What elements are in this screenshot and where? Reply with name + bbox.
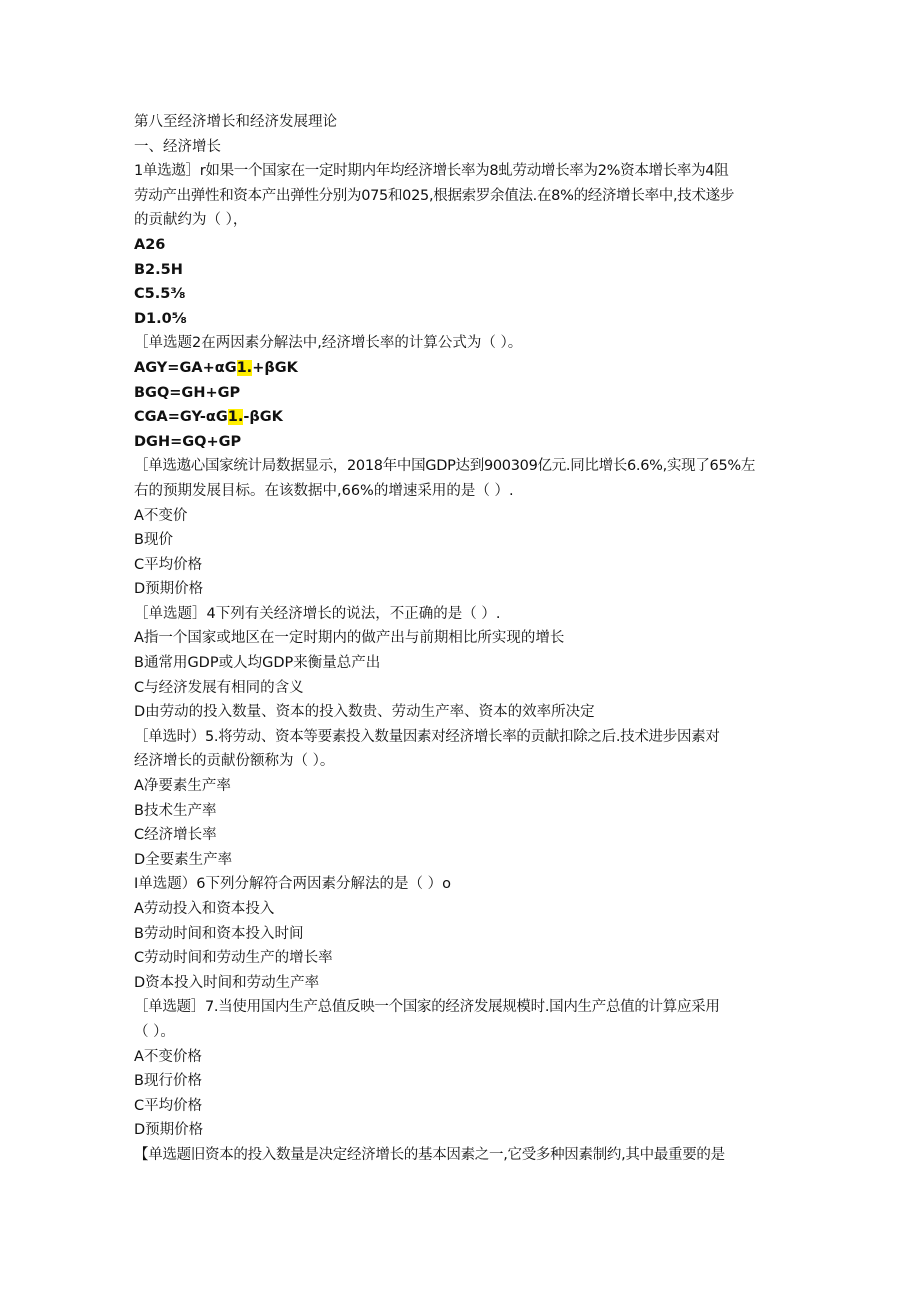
chapter-title: 第八至经济增长和经济发展理论 <box>134 114 337 130</box>
question-8-stem-line-1: 【单选题旧资本的投入数量是决定经济增长的基本因素之一,它受多种因素制约,其中最重要的是 <box>134 1146 725 1163</box>
question-2-stem-line-1: ［单选题2在两因素分解法中,经济增长率的计算公式为（ ）。 <box>134 335 523 352</box>
question-4-option-b: B通常用GDP或人均GDP来衡量总产出 <box>134 655 381 672</box>
question-3-option-a: A不变价 <box>134 507 188 524</box>
question-2-option-b <box>134 381 794 406</box>
question-2-option-c <box>134 405 794 430</box>
question-1-stem-line-2: 劳动产出弹性和资本产出弹性分别为075和025,根据索罗余值法.在8%的经济增长率中,技术遂步 <box>134 187 735 204</box>
formula-text: -βGK <box>243 409 283 426</box>
question-3-stem-line-1: ［单选遨心国家统计局数据显示，2018年中国GDP达到900309亿元.同比增长6.6%,实现了65%左 <box>134 458 756 475</box>
question-3-option-d: D预期价格 <box>134 581 204 598</box>
question-4-option-a: A指一个国家或地区在一定时期内的做产出与前期相比所实现的增长 <box>134 630 565 647</box>
highlighted-text: 1. <box>227 409 244 426</box>
question-7-stem-line-1: ［单选题］7.当使用国内生产总值反映一个国家的经济发展规模时.国内生产总值的计算应采用 <box>134 999 720 1016</box>
question-5-option-d: D全要素生产率 <box>134 851 233 868</box>
formula-text: DGH=GQ+GP <box>134 433 242 450</box>
question-3-option-b: B现价 <box>134 532 173 549</box>
question-7-option-a: A不变价格 <box>134 1048 202 1065</box>
question-4-option-c: C与经济发展有相同的含义 <box>134 679 304 696</box>
question-1-option-d: D1.0⅝ <box>134 310 187 327</box>
question-7-option-c: C平均价格 <box>134 1097 203 1114</box>
question-1-stem-line-1: 1单选遨］r如果一个国家在一定时期内年均经济增长率为8虬劳动增长率为2%资本增长率为4阻 <box>134 163 729 180</box>
question-6-stem-line-1: I单选题）6下列分解符合两因素分解法的是（ ）o <box>134 876 451 893</box>
question-1-option-a: A26 <box>134 236 166 253</box>
question-6-option-d: D资本投入时间和劳动生产率 <box>134 974 320 991</box>
question-6-option-a: A劳动投入和资本投入 <box>134 901 275 917</box>
section-title: 一、经济增长 <box>134 138 221 155</box>
question-3-stem-line-2: 右的预期发展目标。在该数据中,66%的增速采用的是（ ）. <box>134 482 514 499</box>
formula-text: +βGK <box>252 359 298 376</box>
question-4-stem-line-1: ［单选题］4下列有关经济增长的说法，不正确的是（ ）. <box>134 605 501 622</box>
question-7-option-d: D预期价格 <box>134 1122 204 1139</box>
question-3-option-c: C平均价格 <box>134 556 203 573</box>
question-7-option-b: B现行价格 <box>134 1073 202 1090</box>
formula-text: CGA=GY-αG <box>134 409 228 426</box>
formula-text: AGY=GA+αG <box>134 359 237 376</box>
question-5-option-a: A净要素生产率 <box>134 778 231 795</box>
question-5-stem-line-1: ［单选时）5.将劳动、资本等要素投入数量因素对经济增长率的贡献扣除之后.技术进步因素对 <box>134 728 720 745</box>
formula-text: BGQ=GH+GP <box>134 384 241 401</box>
question-2-option-a <box>134 356 794 381</box>
question-2-option-d <box>134 430 794 455</box>
question-5-stem-line-2: 经济增长的贡献份额称为（ ）。 <box>134 753 335 770</box>
question-1-option-c: C5.5⅜ <box>134 286 186 303</box>
question-4-option-d: D由劳动的投入数量、资本的投入数贵、劳动生产率、资本的效率所决定 <box>134 704 595 721</box>
highlighted-text: 1. <box>236 359 253 376</box>
question-5-option-c: C经济增长率 <box>134 827 217 844</box>
question-6-option-b: B劳动时间和资本投入时间 <box>134 925 304 942</box>
question-5-option-b: B技术生产率 <box>134 802 217 819</box>
document-content <box>134 110 794 1168</box>
question-6-option-c: C劳动时间和劳动生产的增长率 <box>134 950 333 967</box>
question-1-option-b: B2.5H <box>134 261 183 278</box>
question-7-stem-line-2: （ ）。 <box>134 1023 175 1040</box>
question-1-stem-line-3: 的贡献约为（ ）， <box>134 212 248 229</box>
